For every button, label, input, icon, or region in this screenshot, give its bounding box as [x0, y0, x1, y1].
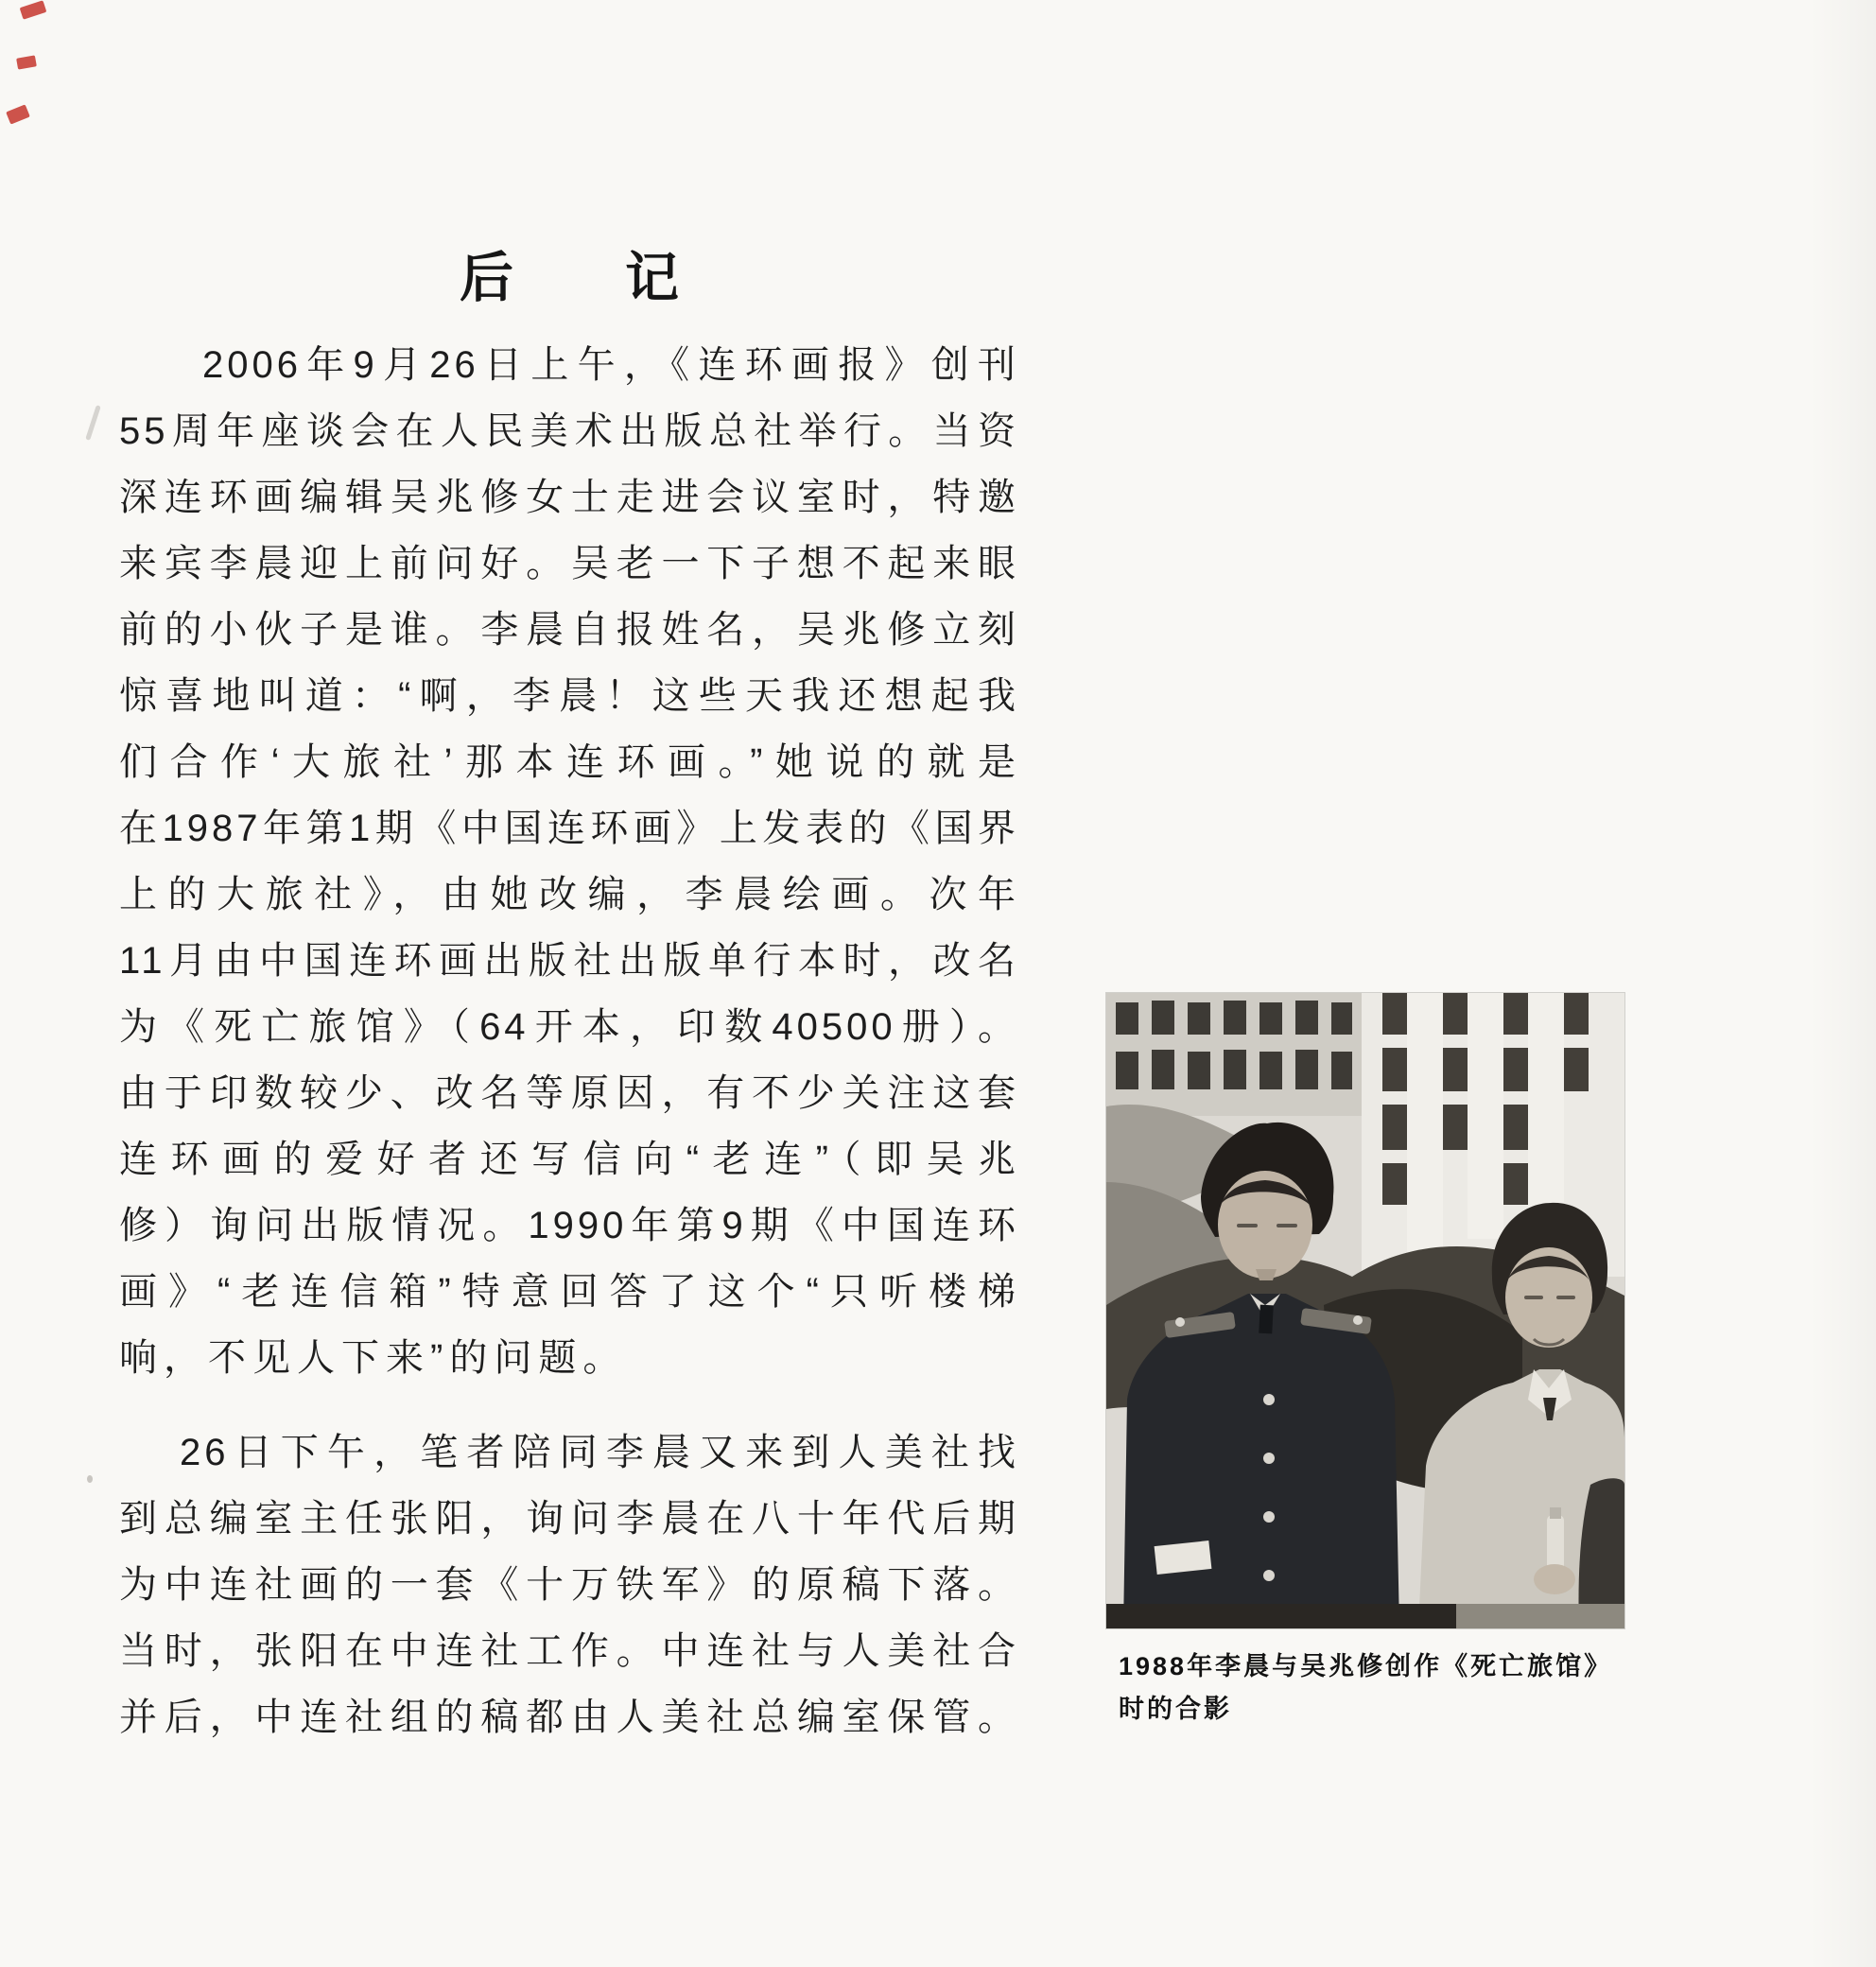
text-line: 2006年9月26日上午，《连环画报》创刊: [202, 344, 1019, 386]
photo-illustration: [1106, 993, 1624, 1628]
text-line: 26日下午，笔者陪同李晨又来到人美社找: [180, 1432, 1019, 1473]
page-title-char: 后: [460, 248, 513, 308]
afterword-text: [119, 332, 1019, 1750]
photo: [1106, 993, 1624, 1628]
text-line: 前的小伙子是谁。李晨自报姓名，吴兆修立刻: [119, 609, 1019, 651]
text-line: 当时，张阳在中连社工作。中连社与人美社合: [119, 1630, 1019, 1672]
text-line: 到总编室主任张阳，询问李晨在八十年代后期: [119, 1498, 1019, 1540]
page-title: [119, 235, 1019, 312]
text-line: 修）询问出版情况。1990年第9期《中国连环: [119, 1205, 1019, 1246]
scan-edge-shade: [1810, 0, 1876, 1967]
text-line: 上的大旅社》，由她改编，李晨绘画。次年: [119, 874, 1019, 915]
text-line: 为中连社画的一套《十万铁军》的原稿下落。: [119, 1564, 1019, 1606]
text-line: 响，不见人下来”的问题。: [119, 1337, 628, 1379]
scan-speck: [87, 1475, 93, 1483]
paragraph-2: [119, 1419, 1019, 1750]
red-pen-mark: [16, 55, 37, 69]
text-line: 们合作‘大旅社’那本连环画。”她说的就是: [119, 741, 1019, 783]
text-line: 由于印数较少、改名等原因，有不少关注这套: [119, 1072, 1019, 1114]
text-line: 画》“老连信箱”特意回答了这个“只听楼梯: [119, 1271, 1019, 1313]
page-title-char: 记: [625, 248, 679, 308]
text-line: 连环画的爱好者还写信向“老连”（即吴兆: [119, 1139, 1019, 1180]
text-line: 11月由中国连环画出版社出版单行本时，改名: [119, 940, 1019, 982]
text-line: 深连环画编辑吴兆修女士走进会议室时，特邀: [119, 477, 1019, 518]
scan-speck: [85, 405, 100, 441]
text-line: 55周年座谈会在人民美术出版总社举行。当资: [119, 410, 1019, 452]
text-line: 为《死亡旅馆》（64开本，印数40500册）。: [119, 1006, 1019, 1048]
text-line: 并后，中连社组的稿都由人美社总编室保管。: [119, 1697, 1019, 1738]
text-line: 惊喜地叫道：“啊，李晨！这些天我还想起我: [119, 675, 1019, 717]
red-pen-mark: [6, 104, 30, 124]
photo-caption: [1119, 1645, 1613, 1731]
photo-caption-line: 1988年李晨与吴兆修创作《死亡旅馆》: [1119, 1652, 1613, 1680]
paragraph-1: [119, 332, 1019, 1391]
text-line: 来宾李晨迎上前问好。吴老一下子想不起来眼: [119, 543, 1019, 584]
photo-caption-line: 时的合影: [1119, 1695, 1232, 1723]
red-pen-mark: [20, 0, 47, 19]
text-line: 在1987年第1期《中国连环画》上发表的《国界: [119, 808, 1019, 849]
